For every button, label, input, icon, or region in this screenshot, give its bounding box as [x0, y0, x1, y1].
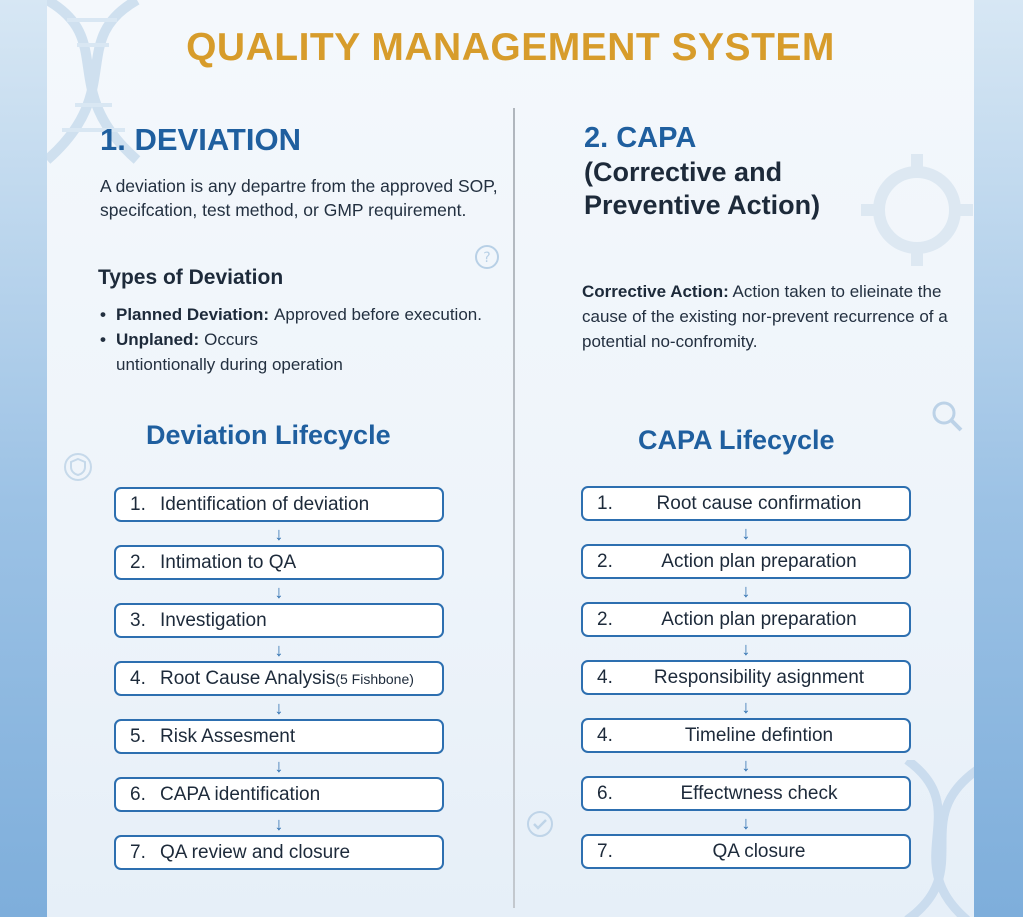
step-text: Effectwness check [680, 782, 838, 804]
step-number: 2. [597, 550, 613, 572]
step-number: 1. [130, 493, 146, 515]
step-number: 4. [130, 667, 146, 689]
deviation-lifecycle-steps [114, 487, 444, 870]
capa-step-6 [581, 776, 911, 811]
step-text: Root Cause Analysis [160, 667, 336, 689]
capa-subheading: (Corrective and Preventive Action) [584, 157, 821, 220]
step-number: 3. [130, 609, 146, 631]
step-number: 6. [130, 783, 146, 805]
step-number: 6. [597, 782, 613, 804]
step-number: 5. [130, 725, 146, 747]
corrective-action-label: Corrective Action: [582, 282, 729, 301]
capa-lifecycle-title: CAPA Lifecycle [638, 425, 835, 455]
bullet-text: Occurs [204, 330, 258, 349]
deviation-step-7 [114, 835, 444, 870]
step-text: CAPA identification [160, 783, 321, 805]
step-text: Intimation to QA [160, 551, 297, 573]
arrow-down-icon: ↓ [741, 696, 751, 717]
step-text: Timeline defintion [684, 724, 834, 746]
step-text: Responsibility asignment [653, 666, 865, 688]
deviation-description: A deviation is any departre from the approved SOP, specifcation, test method, or GMP requirement. [100, 176, 498, 220]
bullet-continuation: untiontionally during operation [116, 355, 343, 374]
step-text: Action plan preparation [661, 608, 857, 630]
capa-step-2 [581, 544, 911, 579]
corrective-action-description: Action taken to elieinate the cause of the existing nor-prevent recurrence of a potential no-confromity. [582, 282, 948, 351]
arrow-down-icon: ↓ [741, 580, 751, 601]
step-text: Root cause confirmation [656, 492, 862, 514]
deviation-types-list [100, 302, 510, 377]
step-number: 2. [597, 608, 613, 630]
arrow-down-icon: ↓ [274, 523, 284, 544]
capa-step-1 [581, 486, 911, 521]
arrow-down-icon: ↓ [274, 581, 284, 602]
capa-heading: 2. CAPA [584, 122, 697, 154]
arrow-down-icon: ↓ [741, 812, 751, 833]
deviation-lifecycle-title: Deviation Lifecycle [146, 420, 391, 450]
arrow-down-icon: ↓ [274, 697, 284, 718]
page-title: QUALITY MANAGEMENT SYSTEM [186, 26, 835, 69]
deviation-heading: 1. DEVIATION [100, 122, 301, 157]
right-edge-background [973, 0, 1023, 917]
infographic-panel [47, 0, 974, 917]
svg-text:?: ? [483, 250, 491, 266]
deviation-step-1 [114, 487, 444, 522]
deviation-step-3 [114, 603, 444, 638]
capa-step-7 [581, 834, 911, 869]
capa-step-4 [581, 660, 911, 695]
step-number: 1. [597, 492, 613, 514]
question-icon [474, 244, 500, 270]
column-divider [513, 108, 515, 908]
capa-step-3 [581, 602, 911, 637]
step-text: QA closure [712, 840, 806, 862]
step-number: 4. [597, 666, 613, 688]
step-number: 2. [130, 551, 146, 573]
step-number: 4. [597, 724, 613, 746]
left-edge-background [0, 0, 48, 917]
capa-step-5 [581, 718, 911, 753]
step-number: 7. [597, 840, 613, 862]
step-text: Identification of deviation [160, 493, 370, 515]
step-text: Risk Assesment [160, 725, 296, 747]
step-text: Action plan preparation [661, 550, 857, 572]
step-text: Investigation [160, 609, 267, 631]
magnifier-icon [929, 398, 965, 434]
capa-lifecycle-steps [581, 486, 911, 869]
arrow-down-icon: ↓ [274, 813, 284, 834]
bullet-label: Planned Deviation: [116, 305, 270, 324]
corrective-action-text [582, 279, 967, 354]
list-item: • Unplaned: Occurs [100, 330, 258, 349]
bullet-text: Approved before execution. [274, 305, 482, 324]
check-circle-icon [526, 810, 554, 838]
bullet-label: Unplaned: [116, 330, 200, 349]
step-note: (5 Fishbone) [335, 670, 414, 687]
deviation-step-2 [114, 545, 444, 580]
arrow-down-icon: ↓ [274, 755, 284, 776]
shield-icon [63, 452, 93, 482]
step-text: QA review and closure [160, 841, 351, 863]
deviation-step-4 [114, 661, 444, 696]
deviation-step-6 [114, 777, 444, 812]
types-of-deviation-heading: Types of Deviation [98, 266, 284, 289]
step-number: 7. [130, 841, 146, 863]
deviation-step-5 [114, 719, 444, 754]
arrow-down-icon: ↓ [274, 639, 284, 660]
list-item: • Planned Deviation: Approved before execution. [100, 305, 482, 324]
arrow-down-icon: ↓ [741, 522, 751, 543]
arrow-down-icon: ↓ [741, 638, 751, 659]
arrow-down-icon: ↓ [741, 754, 751, 775]
